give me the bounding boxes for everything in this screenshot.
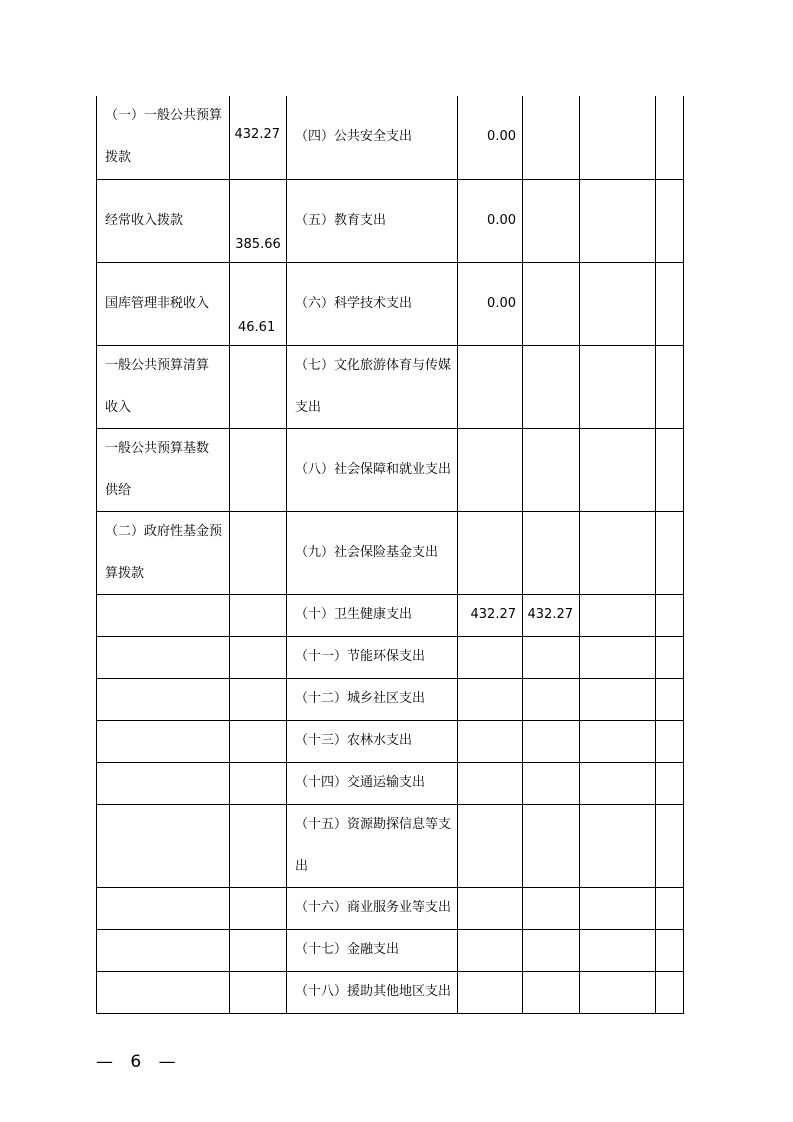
general-budget-cell xyxy=(523,345,580,428)
income-item-cell xyxy=(97,428,230,511)
extra-cell xyxy=(656,636,684,678)
expense-item-cell xyxy=(287,179,458,262)
extra-cell xyxy=(656,594,684,636)
extra-cell xyxy=(656,762,684,804)
fund-budget-cell xyxy=(580,636,656,678)
table-row xyxy=(97,887,684,929)
income-amount-cell xyxy=(230,929,287,971)
income-amount-cell xyxy=(230,345,287,428)
income-amount-cell xyxy=(230,179,287,262)
income-item-label: 国库管理非税收入 xyxy=(105,295,210,311)
expense-item-label: （十七）金融支出 xyxy=(295,942,400,957)
expense-total-cell xyxy=(458,428,523,511)
expense-item-label: （八）社会保障和就业支出 xyxy=(295,461,452,477)
general-budget-cell xyxy=(523,428,580,511)
income-amount-cell xyxy=(230,804,287,887)
general-budget-cell xyxy=(523,179,580,262)
extra-cell xyxy=(656,179,684,262)
expense-item-label: （七）文化旅游体育与传媒 支出 xyxy=(295,357,452,415)
income-item-cell xyxy=(97,511,230,594)
table-row xyxy=(97,428,684,511)
expense-item-cell xyxy=(287,887,458,929)
table-row xyxy=(97,179,684,262)
table-row xyxy=(97,345,684,428)
expense-item-cell xyxy=(287,929,458,971)
expense-item-cell xyxy=(287,804,458,887)
expense-total-cell xyxy=(458,720,523,762)
income-item-cell xyxy=(97,179,230,262)
general-budget-cell xyxy=(523,887,580,929)
table-row xyxy=(97,262,684,345)
expense-total-cell xyxy=(458,804,523,887)
table-row xyxy=(97,594,684,636)
expense-total-cell xyxy=(458,594,523,636)
income-amount: 46.61 xyxy=(238,319,276,335)
expense-item-cell xyxy=(287,262,458,345)
general-budget-cell xyxy=(523,96,580,179)
expense-item-cell xyxy=(287,720,458,762)
fund-budget-cell xyxy=(580,511,656,594)
income-item-label: 经常收入拨款 xyxy=(105,212,184,228)
expense-item-label: （十八）援助其他地区支出 xyxy=(295,984,452,999)
income-item-cell xyxy=(97,636,230,678)
general-budget-cell xyxy=(523,511,580,594)
extra-cell xyxy=(656,428,684,511)
income-item-cell xyxy=(97,929,230,971)
expense-total-cell xyxy=(458,929,523,971)
general-budget-cell xyxy=(523,971,580,1013)
extra-cell xyxy=(656,345,684,428)
income-amount-cell xyxy=(230,887,287,929)
income-amount-cell xyxy=(230,262,287,345)
income-item-cell xyxy=(97,594,230,636)
expense-item-label: （十三）农林水支出 xyxy=(295,733,413,748)
expense-item-label: （六）科学技术支出 xyxy=(295,295,413,311)
expense-total-cell xyxy=(458,179,523,262)
expense-item-label: （十五）资源勘探信息等支 出 xyxy=(295,816,452,874)
general-budget-cell xyxy=(523,594,580,636)
income-item-cell xyxy=(97,804,230,887)
expense-item-cell xyxy=(287,428,458,511)
expense-item-label: （十二）城乡社区支出 xyxy=(295,691,426,706)
income-item-cell xyxy=(97,96,230,179)
income-amount-cell xyxy=(230,511,287,594)
expense-total-cell xyxy=(458,345,523,428)
fund-budget-cell xyxy=(580,428,656,511)
income-amount-cell xyxy=(230,594,287,636)
expense-total-cell xyxy=(458,96,523,179)
fund-budget-cell xyxy=(580,678,656,720)
expense-item-label: （十六）商业服务业等支出 xyxy=(295,900,452,915)
expense-item-label: （九）社会保险基金支出 xyxy=(295,544,439,560)
expense-item-cell xyxy=(287,511,458,594)
income-amount-cell xyxy=(230,428,287,511)
expense-item-label: （十四）交通运输支出 xyxy=(295,775,426,790)
fund-budget-cell xyxy=(580,720,656,762)
expense-item-cell xyxy=(287,345,458,428)
income-item-cell xyxy=(97,720,230,762)
expense-total: 432.27 xyxy=(470,607,516,622)
extra-cell xyxy=(656,971,684,1013)
expense-total-cell xyxy=(458,887,523,929)
expense-total: 0.00 xyxy=(487,295,516,311)
general-budget-cell xyxy=(523,262,580,345)
extra-cell xyxy=(656,262,684,345)
expense-total-cell xyxy=(458,678,523,720)
expense-total-cell xyxy=(458,971,523,1013)
general-budget-value: 432.27 xyxy=(527,607,573,622)
income-item-label: 一般公共预算清算 收入 xyxy=(105,357,210,415)
expense-total-cell xyxy=(458,511,523,594)
income-amount-cell xyxy=(230,96,287,179)
expense-item-cell xyxy=(287,678,458,720)
income-item-label: （一）一般公共预算 拨款 xyxy=(105,108,223,166)
table-row xyxy=(97,96,684,179)
general-budget-cell xyxy=(523,804,580,887)
table-row xyxy=(97,762,684,804)
general-budget-cell xyxy=(523,678,580,720)
expense-total-cell xyxy=(458,262,523,345)
general-budget-cell xyxy=(523,720,580,762)
income-item-label: 一般公共预算基数 供给 xyxy=(105,440,210,498)
budget-table xyxy=(96,96,684,1014)
income-item-cell xyxy=(97,887,230,929)
general-budget-cell xyxy=(523,636,580,678)
fund-budget-cell xyxy=(580,804,656,887)
expense-total: 0.00 xyxy=(487,212,516,228)
expense-total: 0.00 xyxy=(487,129,516,145)
fund-budget-cell xyxy=(580,262,656,345)
extra-cell xyxy=(656,929,684,971)
income-amount-cell xyxy=(230,636,287,678)
expense-item-label: （十）卫生健康支出 xyxy=(295,607,413,622)
fund-budget-cell xyxy=(580,179,656,262)
general-budget-cell xyxy=(523,762,580,804)
income-item-label: （二）政府性基金预 算拨款 xyxy=(105,523,223,581)
table-row xyxy=(97,720,684,762)
table-row xyxy=(97,971,684,1013)
fund-budget-cell xyxy=(580,345,656,428)
income-amount: 385.66 xyxy=(235,236,281,252)
expense-item-label: （四）公共安全支出 xyxy=(295,129,413,145)
fund-budget-cell xyxy=(580,971,656,1013)
table-row xyxy=(97,636,684,678)
extra-cell xyxy=(656,511,684,594)
expense-item-cell xyxy=(287,96,458,179)
fund-budget-cell xyxy=(580,887,656,929)
fund-budget-cell xyxy=(580,929,656,971)
fund-budget-cell xyxy=(580,96,656,179)
expense-item-cell xyxy=(287,636,458,678)
income-item-cell xyxy=(97,345,230,428)
income-item-cell xyxy=(97,762,230,804)
extra-cell xyxy=(656,96,684,179)
income-item-cell xyxy=(97,971,230,1013)
expense-item-label: （五）教育支出 xyxy=(295,212,387,228)
extra-cell xyxy=(656,720,684,762)
expense-total-cell xyxy=(458,636,523,678)
extra-cell xyxy=(656,804,684,887)
income-item-cell xyxy=(97,678,230,720)
extra-cell xyxy=(656,887,684,929)
expense-item-label: （十一）节能环保支出 xyxy=(295,649,426,664)
income-amount-cell xyxy=(230,762,287,804)
table-row xyxy=(97,804,684,887)
income-amount-cell xyxy=(230,971,287,1013)
income-amount-cell xyxy=(230,678,287,720)
fund-budget-cell xyxy=(580,594,656,636)
general-budget-cell xyxy=(523,929,580,971)
expense-item-cell xyxy=(287,594,458,636)
page-number: — 6 — xyxy=(96,1052,182,1072)
table-row xyxy=(97,929,684,971)
income-amount: 432.27 xyxy=(234,127,280,142)
income-item-cell xyxy=(97,262,230,345)
income-amount-cell xyxy=(230,720,287,762)
expense-total-cell xyxy=(458,762,523,804)
extra-cell xyxy=(656,678,684,720)
expense-item-cell xyxy=(287,971,458,1013)
table-row xyxy=(97,511,684,594)
expense-item-cell xyxy=(287,762,458,804)
table-row xyxy=(97,678,684,720)
fund-budget-cell xyxy=(580,762,656,804)
